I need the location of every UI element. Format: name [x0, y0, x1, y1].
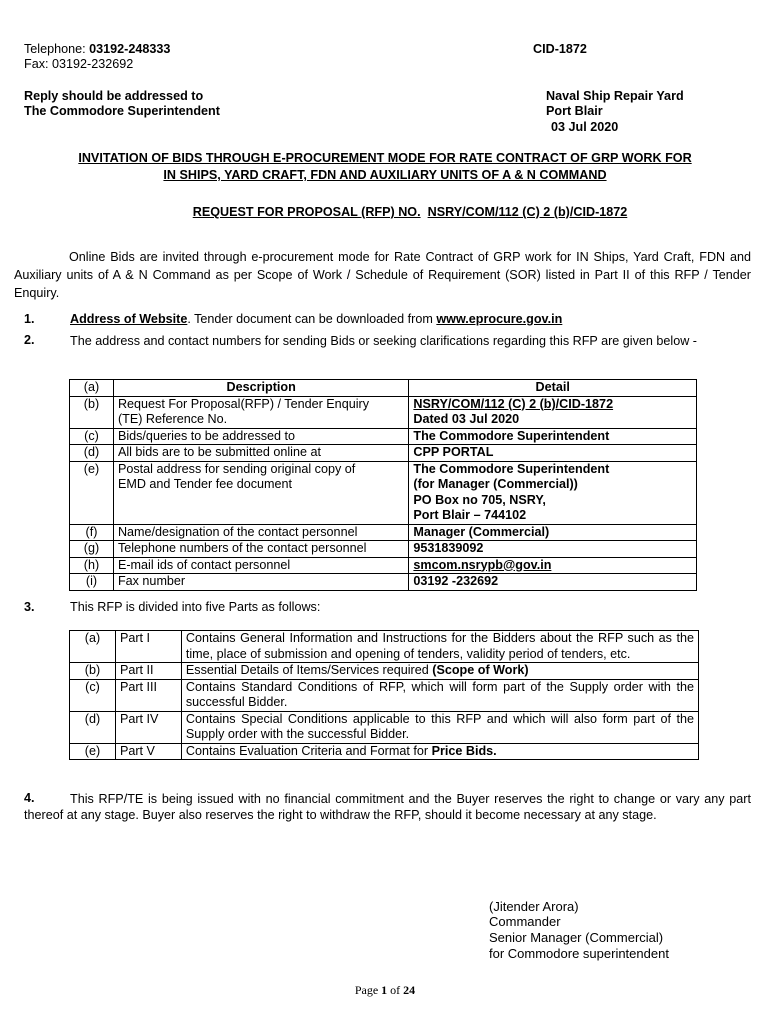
org-name: Naval Ship Repair Yard	[546, 89, 684, 103]
detail-line: The Commodore Superintendent	[413, 428, 610, 443]
part-text: Contains General Information and Instructions for the Bidders about the RFP such as the time, place of submission and opening of tenders, validity period of tenders, etc.	[185, 631, 694, 661]
part-name: Part I	[115, 631, 181, 663]
title-line-1: INVITATION OF BIDS THROUGH E-PROCUREMENT MODE FOR RATE CONTRACT OF GRP WORK FOR	[78, 151, 692, 165]
part-text: Contains Evaluation Criteria and Format for	[185, 743, 432, 758]
row-description	[113, 445, 408, 462]
part-description	[181, 631, 698, 663]
fax-line: Fax: 03192-232692	[24, 57, 134, 71]
row-detail	[409, 574, 697, 591]
detail-line: CPP PORTAL	[413, 445, 494, 459]
detail-line: Dated 03 Jul 2020	[413, 412, 520, 426]
detail-line: Manager (Commercial)	[413, 524, 550, 539]
row-id: (h)	[70, 557, 114, 574]
signatory-rank: Commander	[489, 914, 561, 929]
detail-line: 03192 -232692	[413, 574, 499, 588]
document-date: 03 Jul 2020	[551, 120, 619, 134]
website-label: Address of Website	[70, 312, 188, 326]
detail-line: The Commodore Superintendent	[413, 461, 610, 476]
table-row	[70, 743, 699, 760]
page-number	[0, 983, 770, 999]
row-id: (i)	[70, 574, 114, 591]
para-1-number: 1.	[24, 312, 35, 326]
part-name: Part II	[115, 663, 181, 680]
row-id: (f)	[70, 524, 114, 541]
row-id: (b)	[70, 396, 114, 428]
cid-label: CID-1872	[533, 42, 587, 56]
rfp-number-line	[0, 205, 770, 221]
part-text: Contains Special Conditions applicable to this RFP and which will also form part of the Supply order with the successful Bidder.	[185, 711, 694, 741]
reply-line-2: The Commodore Superintendent	[24, 104, 220, 118]
description-line: Bids/queries to be addressed to	[117, 428, 296, 443]
intro-paragraph: Online Bids are invited through e-procurement mode for Rate Contract of GRP work for IN Ships, Yard Craft, FDN and Auxiliary units of A & N Command as per Scope of Work / Schedule of Requirement (SOR) listed in Part II of this RFP / Tender Enquiry.	[14, 250, 751, 300]
part-description	[181, 711, 698, 743]
description-line: Telephone numbers of the contact personnel	[117, 541, 367, 555]
org-location: Port Blair	[546, 104, 603, 118]
table-row	[70, 396, 697, 428]
contact-details-table	[69, 379, 697, 591]
row-detail	[409, 445, 697, 462]
part-emphasis: (Scope of Work)	[432, 663, 529, 677]
total-pages: 24	[403, 983, 416, 997]
current-page: 1	[381, 983, 388, 997]
description-line: Postal address for sending original copy of	[117, 461, 356, 476]
part-id: (e)	[70, 743, 116, 760]
rfp-number: NSRY/COM/112 (C) 2 (b)/CID-1872	[427, 205, 628, 219]
part-id: (a)	[70, 631, 116, 663]
row-description	[113, 428, 408, 445]
table-row	[70, 679, 699, 711]
row-detail	[409, 541, 697, 558]
part-name: Part V	[115, 743, 181, 760]
row-description	[113, 574, 408, 591]
detail-line: smcom.nsrypb@gov.in	[413, 557, 552, 572]
para-2-number: 2.	[24, 333, 35, 347]
description-line: EMD and Tender fee document	[117, 477, 293, 491]
table-row	[70, 524, 697, 541]
page-label: Page	[354, 983, 382, 997]
row-description	[113, 524, 408, 541]
description-line: All bids are to be submitted online at	[117, 445, 321, 459]
part-name: Part IV	[115, 711, 181, 743]
description-line: (TE) Reference No.	[117, 412, 228, 426]
para-2-text: The address and contact numbers for sending Bids or seeking clarifications regarding this RFP are given below -	[70, 334, 697, 348]
row-description	[113, 557, 408, 574]
row-id: (d)	[70, 445, 114, 462]
description-line: Fax number	[117, 574, 186, 588]
table-row	[70, 445, 697, 462]
row-id: (g)	[70, 541, 114, 558]
row-description	[113, 396, 408, 428]
part-id: (c)	[70, 679, 116, 711]
row-detail	[409, 461, 697, 524]
para-1-text	[70, 312, 562, 328]
part-name: Part III	[115, 679, 181, 711]
signatory-designation: Senior Manager (Commercial)	[489, 930, 664, 945]
row-id: (c)	[70, 428, 114, 445]
table-row	[70, 663, 699, 680]
description-line: Name/designation of the contact personnel	[117, 524, 358, 539]
title-line-2: IN SHIPS, YARD CRAFT, FDN AND AUXILIARY UNITS OF A & N COMMAND	[163, 168, 607, 182]
part-description	[181, 743, 698, 760]
row-detail	[409, 524, 697, 541]
part-text: Contains Standard Conditions of RFP, which will form part of the Supply order with the successful Bidder.	[185, 679, 694, 709]
table-row	[70, 711, 699, 743]
telephone-line	[24, 42, 170, 58]
table-row	[70, 428, 697, 445]
para-4-number: 4.	[24, 791, 35, 805]
part-id: (b)	[70, 663, 116, 680]
rfp-parts-table	[69, 630, 699, 760]
t1-detail-header: Detail	[409, 380, 697, 397]
para-3-number: 3.	[24, 600, 35, 614]
part-id: (d)	[70, 711, 116, 743]
table-row	[70, 557, 697, 574]
t1-id-header: (a)	[70, 380, 114, 397]
table-row	[70, 631, 699, 663]
telephone-label: Telephone:	[24, 42, 90, 56]
para-4-text: This RFP/TE is being issued with no financial commitment and the Buyer reserves the right to change or vary any part thereof at any stage. Buyer also reserves the right to withdraw the RFP, should it become necessary at any stage.	[24, 792, 751, 822]
para-3-text: This RFP is divided into five Parts as follows:	[70, 600, 321, 614]
detail-line: (for Manager (Commercial))	[413, 477, 578, 491]
t1-desc-header: Description	[113, 380, 408, 397]
row-detail	[409, 557, 697, 574]
of-label: of	[387, 983, 404, 997]
part-text: Essential Details of Items/Services required	[185, 663, 433, 677]
row-description	[113, 541, 408, 558]
detail-line: Port Blair – 744102	[413, 508, 527, 522]
table-row	[70, 574, 697, 591]
description-line: Request For Proposal(RFP) / Tender Enquiry	[117, 396, 369, 411]
detail-line: NSRY/COM/112 (C) 2 (b)/CID-1872	[413, 396, 614, 411]
signatory-name: (Jitender Arora)	[489, 899, 579, 914]
signatory-for: for Commodore superintendent	[489, 946, 669, 961]
detail-line: PO Box no 705, NSRY,	[413, 492, 546, 507]
row-id: (e)	[70, 461, 114, 524]
description-line: E-mail ids of contact personnel	[117, 557, 291, 572]
website-link[interactable]: www.eprocure.gov.in	[436, 312, 563, 326]
part-description	[181, 679, 698, 711]
row-description	[113, 461, 408, 524]
telephone-number: 03192-248333	[89, 42, 171, 56]
table-row	[70, 541, 697, 558]
part-emphasis: Price Bids.	[431, 743, 497, 758]
table-header-row	[70, 380, 697, 397]
row-detail	[409, 396, 697, 428]
table-row	[70, 461, 697, 524]
row-detail	[409, 428, 697, 445]
para-1-body: . Tender document can be downloaded from	[187, 312, 437, 326]
part-description	[181, 663, 698, 680]
reply-line-1: Reply should be addressed to	[24, 89, 204, 103]
rfp-label: REQUEST FOR PROPOSAL (RFP) NO.	[192, 205, 421, 219]
detail-line: 9531839092	[413, 541, 484, 555]
